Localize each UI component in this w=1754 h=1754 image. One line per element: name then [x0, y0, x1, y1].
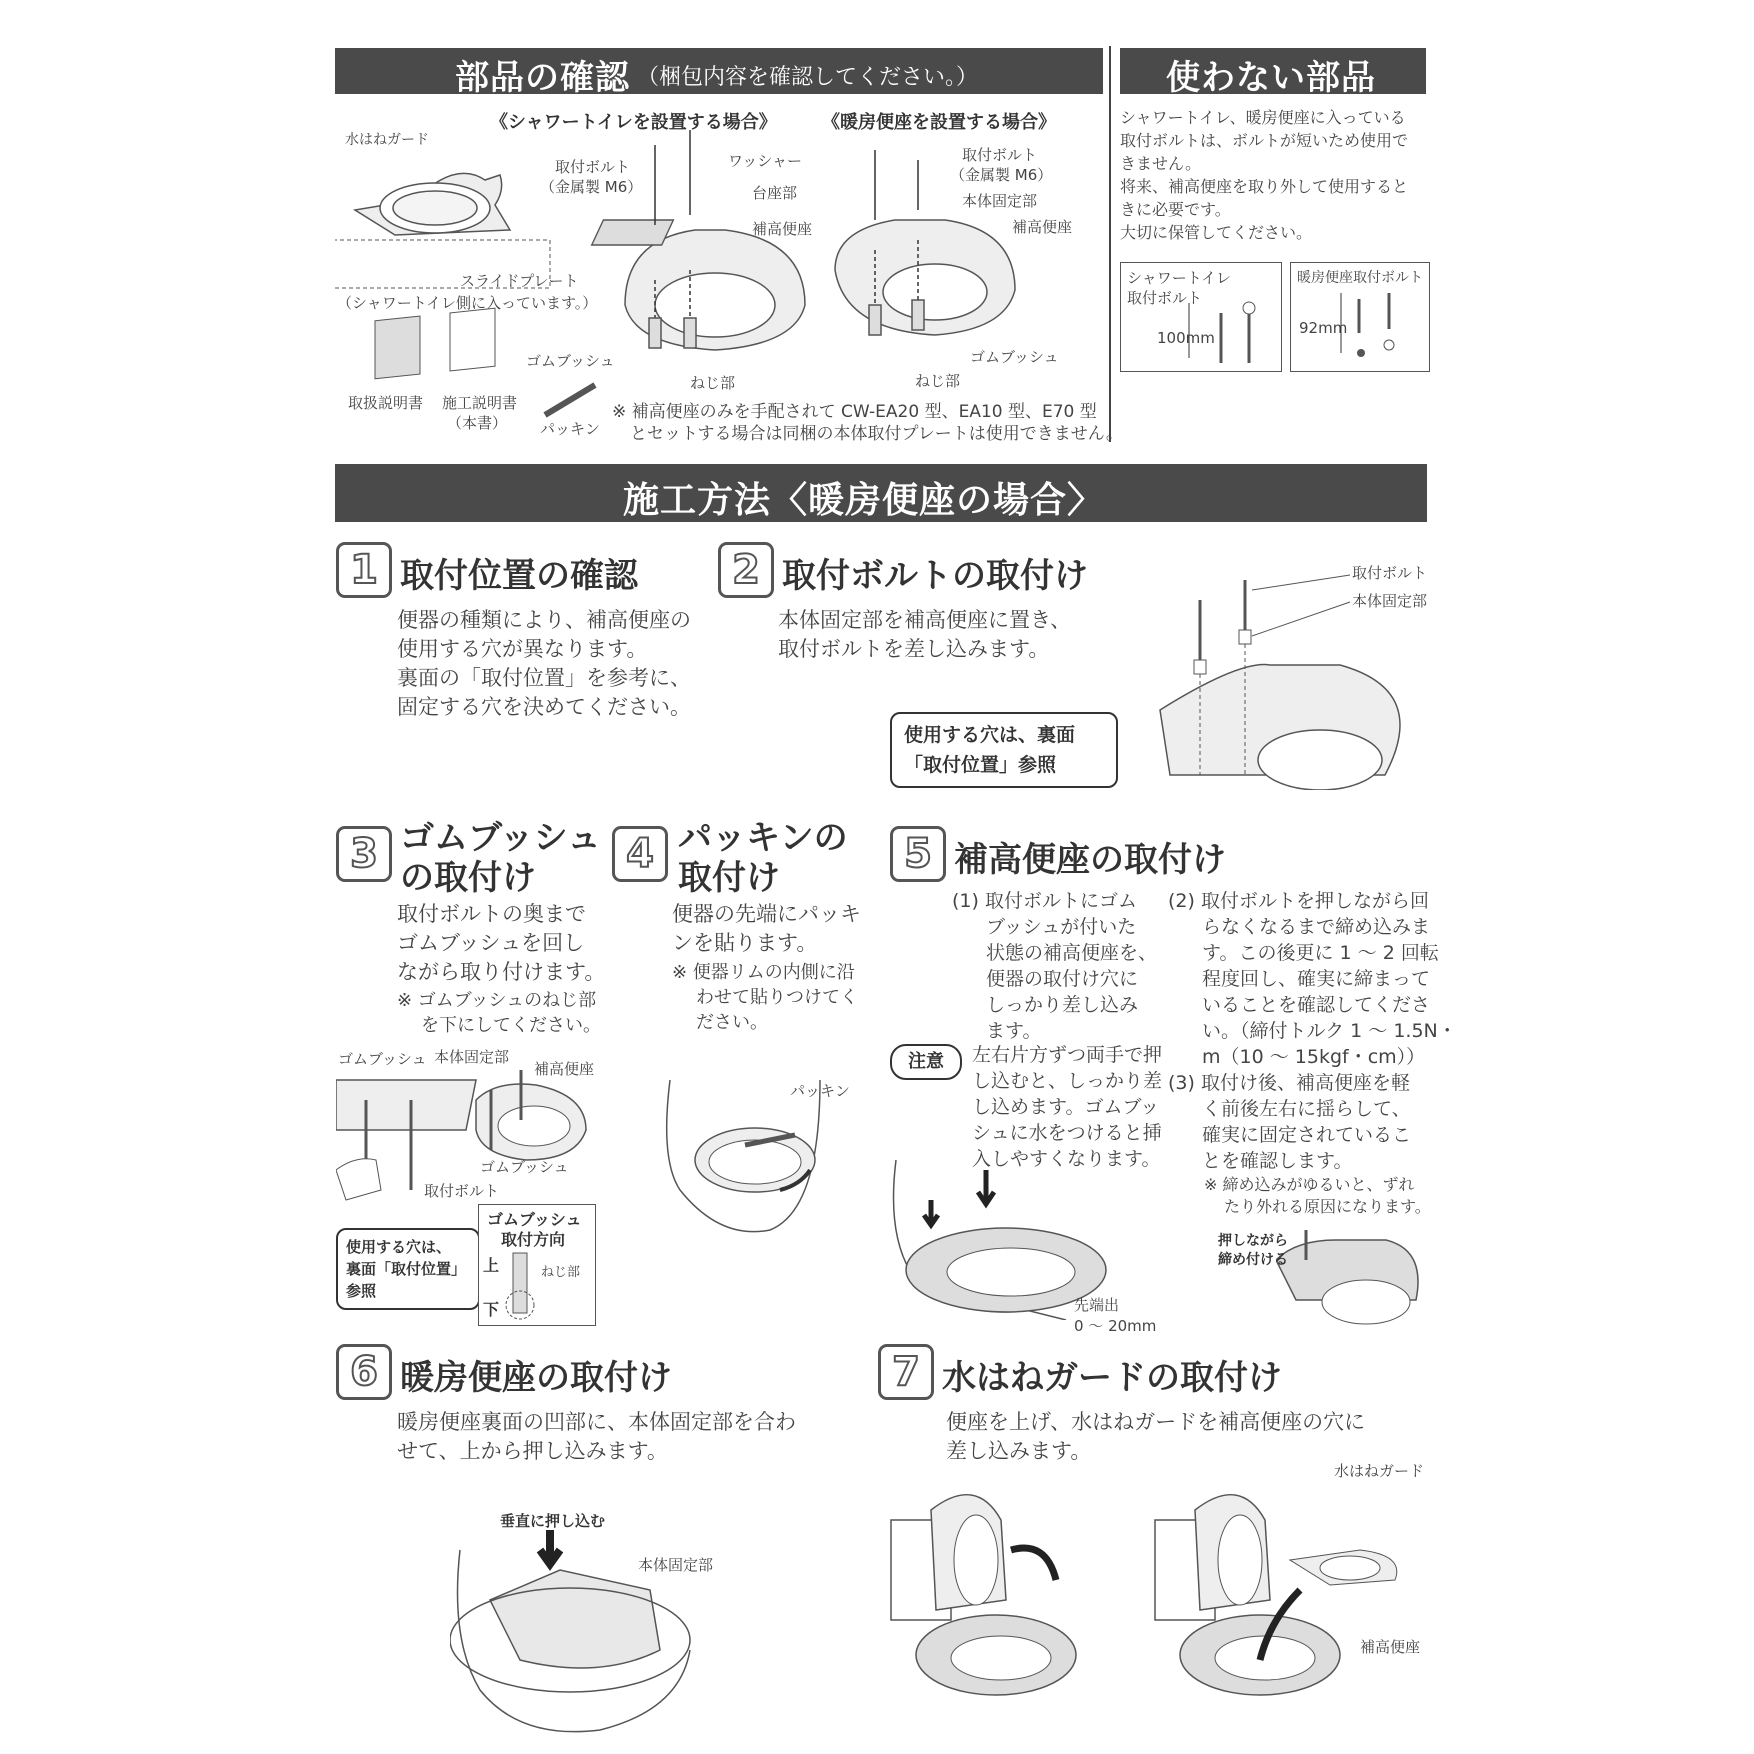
- step3-fix-label: 本体固定部: [434, 1048, 510, 1066]
- shower-bolt-icon: [1121, 263, 1281, 371]
- step7-number: 7: [878, 1344, 934, 1400]
- step6-text: 暖房便座裏面の凹部に、本体固定部を合わ せて、上から押し込みます。: [397, 1410, 796, 1463]
- step6-title: 暖房便座の取付け: [400, 1358, 672, 1398]
- shower-bush-label: ゴムブッシュ: [526, 352, 615, 370]
- manual-install-label: 施工説明書: [442, 394, 518, 412]
- rubber-bush-direction-icon: [479, 1205, 595, 1325]
- unused-title: 使わない部品: [1166, 58, 1376, 98]
- method-header: [335, 464, 1427, 522]
- shower-screw-label: ねじ部: [690, 374, 736, 392]
- step3-bush-label: ゴムブッシュ: [338, 1050, 427, 1068]
- shower-bolt-label: 取付ボルト: [555, 158, 631, 176]
- shower-bolt-box: シャワートイレ 取付ボルト 100mm: [1120, 262, 1282, 372]
- step4-packing-label: パッキン: [790, 1082, 850, 1100]
- header-divider: [1109, 46, 1111, 442]
- step6-push-label: 垂直に押し込む: [500, 1512, 606, 1530]
- shower-case-label: 《シャワートイレを設置する場合》: [490, 112, 777, 133]
- packing-label: パッキン: [540, 420, 600, 438]
- base-label: 台座部: [752, 184, 798, 202]
- step5-title: 補高便座の取付け: [954, 840, 1226, 880]
- heated-fix-label: 本体固定部: [962, 192, 1038, 210]
- step6-number: 6: [336, 1344, 392, 1400]
- step3-title: ゴムブッシュ の取付け: [400, 818, 601, 898]
- slide-plate-label: スライドプレート: [460, 272, 579, 290]
- step3-bolt-label: 取付ボルト: [424, 1182, 500, 1200]
- heated-screw-label: ねじ部: [915, 372, 961, 390]
- step5-illustration-right: [1276, 1230, 1426, 1330]
- step3-notes: ※ ゴムブッシュのねじ部 を下にしてください。: [397, 990, 601, 1036]
- manual-install-sub: （本書）: [447, 414, 508, 432]
- heated-bolt-box: 暖房便座取付ボルト 92mm: [1290, 262, 1430, 372]
- step4-text: 便器の先端にパッキ ンを貼ります。: [672, 902, 861, 955]
- step2-bolt-label: 取付ボルト: [1352, 564, 1428, 582]
- heated-bolt-icon: [1291, 263, 1429, 371]
- step5-p3: (3) 取付け後、補高便座を軽 く前後左右に揺らして、 確実に固定されているこ とを確認します。: [1168, 1072, 1412, 1172]
- step5-number: 5: [890, 826, 946, 882]
- step3-seat-label: 補高便座: [534, 1060, 595, 1078]
- step7-text: 便座を上げ、水はねガードを補高便座の穴に 差し込みます。: [946, 1410, 1366, 1463]
- step5-caution-badge: 注意: [890, 1044, 962, 1080]
- parts-header: [335, 48, 1103, 98]
- slide-plate-note: （シャワートイレ側に入っています。）: [337, 294, 598, 312]
- washer-label: ワッシャー: [728, 152, 802, 170]
- parts-title: 部品の確認: [455, 58, 630, 98]
- step7-illustration-left: [886, 1480, 1096, 1740]
- step5-tip-label: 先端出 0 ～ 20mm: [1074, 1296, 1157, 1335]
- heated-bolt-label: 取付ボルト: [962, 146, 1038, 164]
- step4-title: パッキンの 取付け: [678, 818, 848, 898]
- step3-number: 3: [336, 826, 392, 882]
- step5-push-label: 押しながら 締め付ける: [1218, 1233, 1288, 1268]
- step3-callout: 使用する穴は、 裏面「取付位置」 参照: [336, 1228, 480, 1310]
- step2-text: 本体固定部を補高便座に置き、 取付ボルトを差し込みます。: [778, 608, 1072, 661]
- step6-fix-label: 本体固定部: [638, 1556, 714, 1574]
- user-manual-drawing: [375, 316, 420, 379]
- step4-number: 4: [612, 826, 668, 882]
- method-title: 施工方法〈暖房便座の場合〉: [623, 480, 1105, 521]
- install-manual-drawing: [450, 308, 495, 371]
- step7-illustration-right: [1150, 1480, 1410, 1740]
- step3-text: 取付ボルトの奥まで ゴムブッシュを回し ながら取り付けます。: [397, 902, 606, 984]
- step4-notes: ※ 便器リムの内側に沿 わせて貼りつけてく ださい。: [672, 962, 858, 1033]
- heated-case-label: 《暖房便座を設置する場合》: [822, 112, 1056, 133]
- step7-seat-label: 補高便座: [1360, 1638, 1421, 1656]
- unused-description: シャワートイレ、暖房便座に入っている 取付ボルトは、ボルトが短いため使用で きません。 将来、補高便座を取り外して使用すると きに必要です。 大切に保管してください。: [1120, 108, 1409, 242]
- step1-title: 取付位置の確認: [400, 556, 638, 596]
- step5-caution-text: 左右片方ずつ両手で押 し込むと、しっかり差 し込めます。ゴムブッ シュに水をつけると挿 入しやすくなります。: [972, 1044, 1163, 1170]
- parts-footnote-1: ※ 補高便座のみを手配されて CW-EA20 型、EA10 型、E70 型: [612, 402, 1097, 422]
- heated-seat-label: 補高便座: [1012, 218, 1073, 236]
- step2-fix-label: 本体固定部: [1352, 592, 1428, 610]
- heated-bush-label: ゴムブッシュ: [970, 348, 1059, 366]
- manual-use-label: 取扱説明書: [348, 394, 424, 412]
- step3-bush2-label: ゴムブッシュ: [480, 1158, 569, 1176]
- step2-number: 2: [718, 542, 774, 598]
- parts-footnote-2: とセットする場合は同梱の本体取付プレートは使用できません。: [630, 424, 1123, 444]
- step1-number: 1: [336, 542, 392, 598]
- step3-direction-box: ゴムブッシュ 取付方向 上 下 ねじ部: [478, 1204, 596, 1326]
- step5-p3-notes: ※ 締め込みがゆるいと、ずれ たり外れる原因になります。: [1204, 1175, 1431, 1216]
- heated-bolt-spec: （金属製 M6）: [950, 166, 1053, 184]
- shower-bolt-spec: （金属製 M6）: [540, 178, 643, 196]
- step7-guard-label: 水はねガード: [1334, 1462, 1425, 1480]
- packing-drawing: [545, 385, 595, 415]
- step5-p1: (1) 取付ボルトにゴム ブッシュが付いた 状態の補高便座を、 便器の取付け穴に しっかり差し込み ます。: [952, 890, 1158, 1042]
- unused-header: [1120, 48, 1426, 98]
- parts-subtitle: （梱包内容を確認してください。）: [637, 65, 979, 90]
- splash-guard-drawing: [355, 173, 510, 235]
- splash-guard-label: 水はねガード: [345, 132, 429, 148]
- step7-title: 水はねガードの取付け: [942, 1358, 1282, 1398]
- step2-title: 取付ボルトの取付け: [782, 556, 1088, 596]
- step2-callout: 使用する穴は、裏面 「取付位置」参照: [890, 712, 1118, 788]
- shower-seat-label: 補高便座: [752, 220, 813, 238]
- step5-p2: (2) 取付ボルトを押しながら回 らなくなるまで締め込みま す。この後更に 1 ～ 2 回転 程度回し、確実に締まって いることを確認してくださ い。（締付トルク 1 ～ 1.5N・ m（10 ～ 15kgf・cm））: [1168, 890, 1457, 1068]
- step4-illustration: [660, 1080, 840, 1250]
- step1-text: 便器の種類により、補高便座の 使用する穴が異なります。 裏面の「取付位置」を参考に、 固定する穴を決めてください。: [397, 608, 691, 719]
